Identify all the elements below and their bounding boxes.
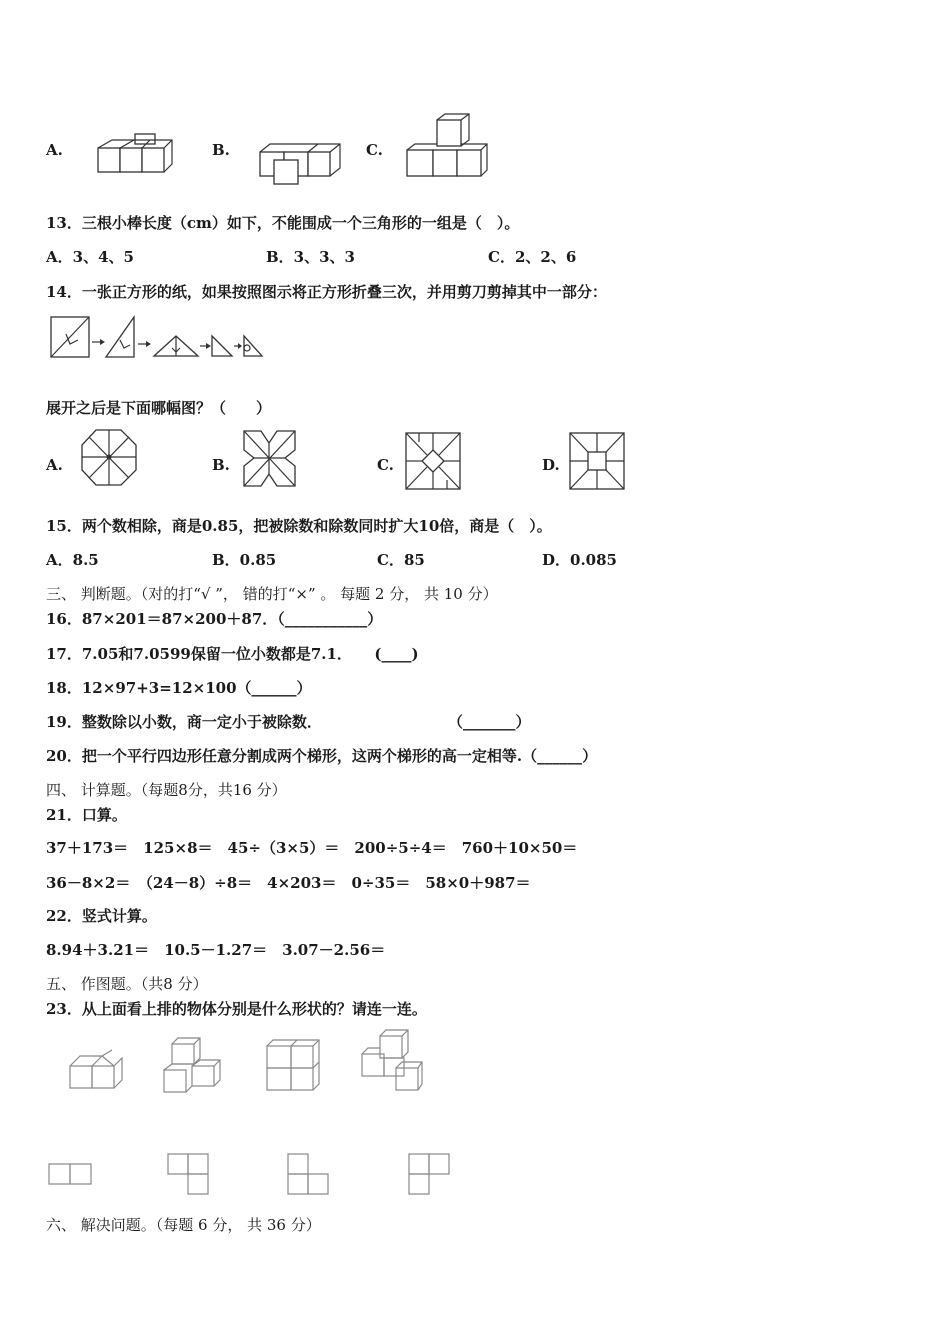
q23-object-1 [66, 1050, 126, 1095]
q15-stem: 15．两个数相除，商是0.85，把被除数和除数同时扩大10倍，商是（ ）。 [46, 517, 552, 535]
q14-question: 展开之后是下面哪幅图？（ ） [46, 399, 272, 417]
q16: 16．87×201＝87×200＋87．（___________） [46, 610, 383, 628]
q13-option-c: C．2、2、6 [488, 248, 577, 266]
q14-option-b: B. [212, 456, 230, 474]
q12-figure-a [94, 130, 184, 178]
q14-figure-d [567, 430, 627, 492]
section-3-heading: 三、 判断题。（对的打“√ ”， 错的打“×” 。 每题 2 分， 共 10 分） [46, 585, 498, 603]
q18: 18．12×97+3=12×100（______） [46, 679, 312, 697]
q23-view-3 [284, 1150, 334, 1198]
q23-view-2 [164, 1150, 214, 1198]
q12-figure-b [256, 140, 346, 188]
q14-option-d: D. [542, 456, 560, 474]
q23-view-1 [46, 1158, 94, 1190]
q14-figure-c [403, 430, 463, 492]
q15-option-a: A．8.5 [46, 551, 99, 569]
q19-blank: （_______） [448, 713, 531, 731]
section-5-heading: 五、 作图题。（共8 分） [46, 975, 208, 993]
q21-row-1: 37＋173＝ 125×8＝ 45÷（3×5）＝ 200÷5÷4＝ 760＋10×50＝ [46, 839, 578, 857]
q13-option-b: B．3、3、3 [266, 248, 355, 266]
q22-row: 8.94＋3.21＝ 10.5－1.27＝ 3.07－2.56＝ [46, 941, 386, 959]
section-6-heading: 六、 解决问题。（每题 6 分， 共 36 分） [46, 1216, 321, 1234]
q23-view-4 [405, 1150, 455, 1198]
q14-option-a: A. [46, 456, 63, 474]
q22: 22．竖式计算。 [46, 907, 157, 925]
q14-figure-b [241, 428, 301, 490]
q14-figure-a [79, 427, 139, 489]
q15-option-b: B．0.85 [212, 551, 277, 569]
q15-option-c: C．85 [377, 551, 425, 569]
q14-option-c: C. [377, 456, 394, 474]
q23: 23．从上面看上排的物体分别是什么形状的？请连一连。 [46, 1000, 427, 1018]
q21: 21．口算。 [46, 806, 127, 824]
q15-option-d: D．0.085 [542, 551, 617, 569]
q23-object-3 [263, 1036, 323, 1094]
q12-figure-c [403, 112, 493, 182]
q13-stem: 13．三根小棒长度（cm）如下，不能围成一个三角形的一组是（ ）。 [46, 214, 520, 232]
q17: 17．7.05和7.0599保留一位小数都是7.1． (____) [46, 645, 419, 663]
q23-object-4 [356, 1026, 428, 1094]
q14-stem: 14．一张正方形的纸，如果按照图示将正方形折叠三次，并用剪刀剪掉其中一部分： [46, 283, 607, 301]
section-4-heading: 四、 计算题。（每题8分，共16 分） [46, 781, 287, 799]
q12-option-c: C. [366, 141, 383, 159]
q13-option-a: A．3、4、5 [46, 248, 134, 266]
q19: 19．整数除以小数，商一定小于被除数． [46, 713, 322, 731]
q20: 20．把一个平行四边形任意分割成两个梯形，这两个梯形的高一定相等.（______） [46, 747, 598, 765]
q14-folding-diagram [48, 314, 263, 364]
q23-object-2 [160, 1036, 228, 1098]
q21-row-2: 36－8×2＝ （24－8）÷8＝ 4×203＝ 0÷35＝ 58×0＋987＝ [46, 874, 531, 892]
q12-option-a: A. [46, 141, 63, 159]
q12-option-b: B. [212, 141, 230, 159]
